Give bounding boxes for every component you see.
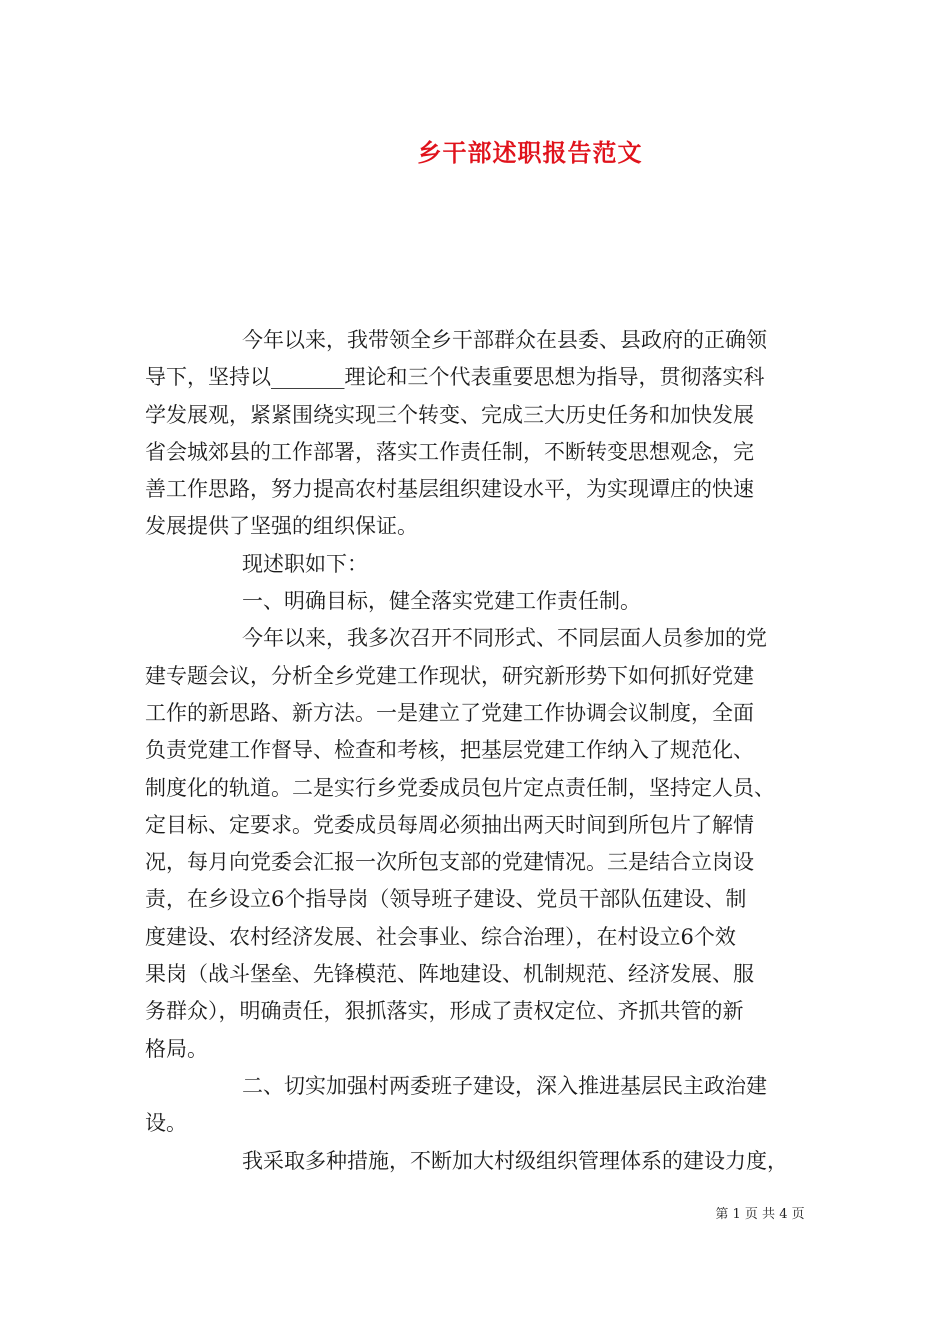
body-line: 今年以来，我多次召开不同形式、不同层面人员参加的党 <box>242 626 767 651</box>
document-body <box>145 322 815 1180</box>
body-line: 况，每月向党委会汇报一次所包支部的党建情况。三是结合立岗设 <box>145 850 754 875</box>
body-line: 学发展观，紧紧围绕实现三个转变、完成三大历史任务和加快发展 <box>145 402 754 427</box>
body-line: 二、切实加强村两委班子建设，深入推进基层民主政治建 <box>242 1073 767 1098</box>
body-line: 定目标、定要求。党委成员每周必须抽出两天时间到所包片了解情 <box>145 812 754 837</box>
body-line: 设。 <box>145 1111 187 1136</box>
body-line: 制度化的轨道。二是实行乡党委成员包片定点责任制，坚持定人员、 <box>145 775 775 800</box>
body-line: 责，在乡设立6个指导岗（领导班子建设、党员干部队伍建设、制 <box>145 887 747 912</box>
body-line: 务群众），明确责任，狠抓落实，形成了责权定位、齐抓共管的新 <box>145 999 744 1024</box>
body-line: 建专题会议，分析全乡党建工作现状，研究新形势下如何抓好党建 <box>145 663 754 688</box>
body-line: 负责党建工作督导、检查和考核，把基层党建工作纳入了规范化、 <box>145 738 754 763</box>
body-line: 现述职如下： <box>242 551 368 576</box>
body-line: 省会城郊县的工作部署，落实工作责任制，不断转变思想观念，完 <box>145 439 754 464</box>
body-line: 一、明确目标，健全落实党建工作责任制。 <box>242 589 641 614</box>
body-line: 我采取多种措施，不断加大村级组织管理体系的建设力度， <box>242 1148 788 1173</box>
body-line: 发展提供了坚强的组织保证。 <box>145 514 418 539</box>
page-footer: 第 1 页 共 4 页 <box>715 1207 805 1222</box>
body-line: 导下，坚持以_______理论和三个代表重要思想为指导，贯彻落实科 <box>145 365 765 390</box>
body-line: 度建设、农村经济发展、社会事业、综合治理），在村设立6个效 <box>145 924 736 949</box>
body-line: 工作的新思路、新方法。一是建立了党建工作协调会议制度，全面 <box>145 700 754 725</box>
body-line: 格局。 <box>145 1036 208 1061</box>
page-title: 乡干部述职报告范文 <box>417 138 643 167</box>
body-line: 今年以来，我带领全乡干部群众在县委、县政府的正确领 <box>242 328 767 352</box>
body-line: 善工作思路，努力提高农村基层组织建设水平，为实现谭庄的快速 <box>145 477 754 502</box>
body-line: 果岗（战斗堡垒、先锋模范、阵地建设、机制规范、经济发展、服 <box>145 962 754 987</box>
